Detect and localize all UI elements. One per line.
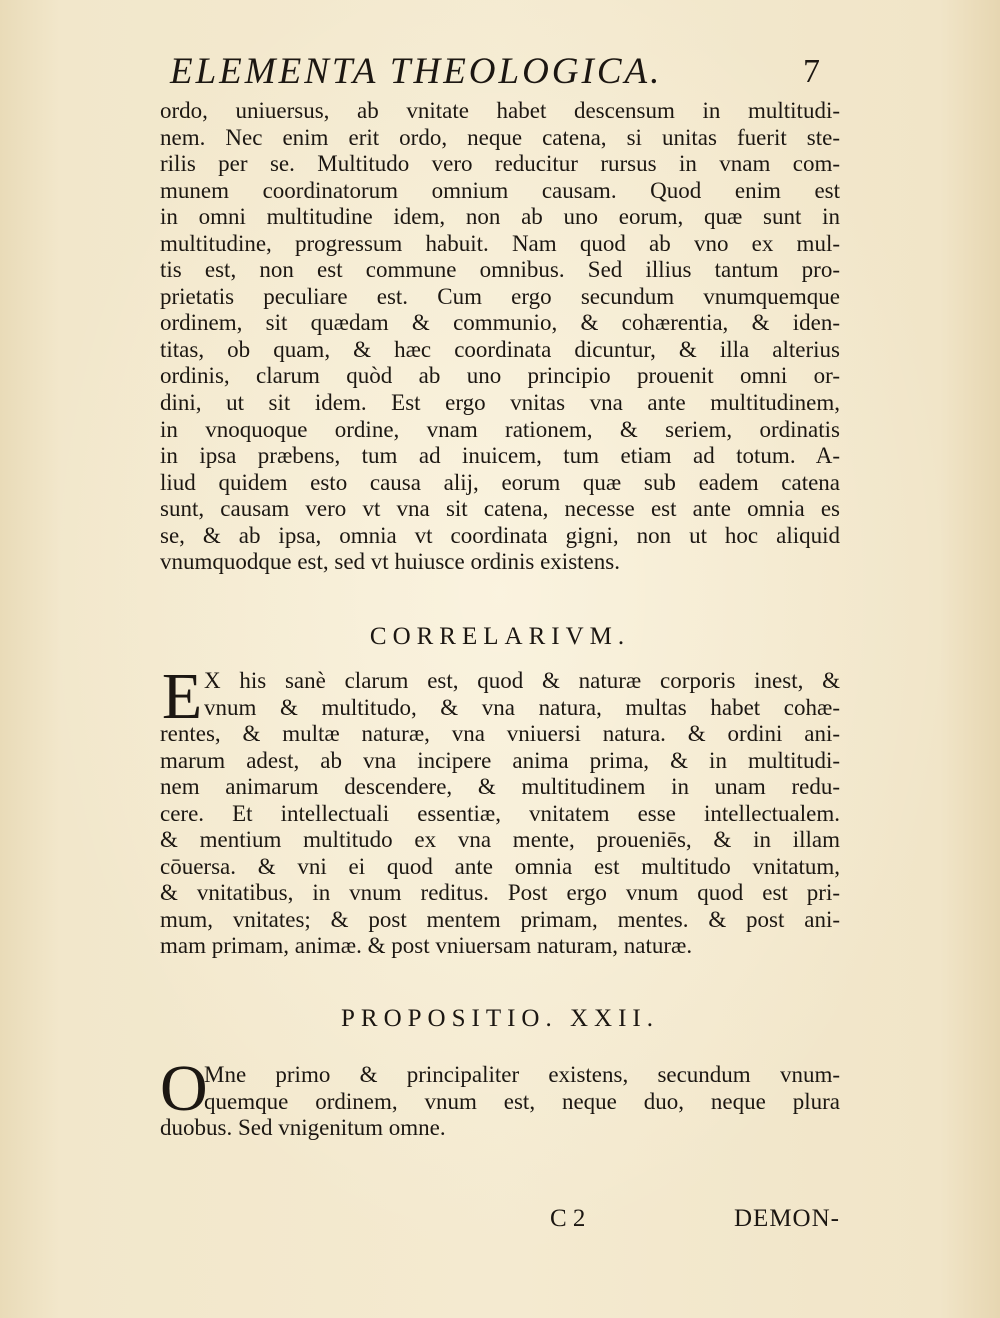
text-line: sunt, causam vero vt vna sit catena, necesse est ante omnia es bbox=[160, 496, 840, 522]
text-line: marum adest, ab vna incipere anima prima, & in multitudi- bbox=[160, 747, 840, 773]
text-line: ordo, uniuersus, ab vnitate habet descensum in multitudi- bbox=[160, 98, 840, 123]
text-line: liud quidem esto causa alij, eorum quæ sub eadem catena bbox=[160, 469, 840, 495]
text-line: cere. Et intellectuali essentiæ, vnitatem esse intellectualem. bbox=[160, 800, 840, 826]
text-line: munem coordinatorum omnium causam. Quod enim est bbox=[160, 177, 840, 203]
text-line: tis est, non est commune omnibus. Sed illius tantum pro- bbox=[160, 257, 840, 283]
text-line: mum, vnitates; & post mentem primam, mentes. & post ani- bbox=[160, 906, 840, 932]
text-line: & mentium multitudo ex vna mente, proueniēs, & in illam bbox=[160, 827, 840, 853]
text-line: vnum & multitudo, & vna natura, multas habet cohæ- bbox=[204, 694, 840, 720]
text-line: cōuersa. & vni ei quod ante omnia est multitudo vnitatum, bbox=[160, 853, 840, 879]
text-line: prietatis peculiare est. Cum ergo secundum vnumquemque bbox=[160, 283, 840, 309]
text-line: quemque ordinem, vnum est, neque duo, neque plura bbox=[204, 1088, 840, 1114]
proposition-xxii-heading: PROPOSITIO. XXII. bbox=[341, 1005, 659, 1032]
text-line: nem. Nec enim erit ordo, neque catena, si unitas fuerit ste- bbox=[160, 124, 840, 150]
text-line: dini, ut sit idem. Est ergo vnitas vna ante multitudinem, bbox=[160, 390, 840, 416]
page-number: 7 bbox=[803, 53, 820, 90]
text-line: in vnoquoque ordine, vnam rationem, & seriem, ordinatis bbox=[160, 416, 840, 442]
page-footer bbox=[160, 1202, 840, 1236]
text-line: X his sanè clarum est, quod & naturæ corporis inest, & bbox=[204, 668, 840, 693]
text-line: vnumquodque est, sed vt huiusce ordinis existens. bbox=[160, 549, 620, 575]
text-line: mam primam, animæ. & post vniuersam naturam, naturæ. bbox=[160, 933, 693, 959]
running-title: ELEMENTA THEOLOGICA. bbox=[170, 51, 663, 92]
corollary-heading: CORRELARIVM. bbox=[369, 623, 631, 650]
text-line: se, & ab ipsa, omnia vt coordinata gigni, non ut hoc aliquid bbox=[160, 522, 840, 548]
catchword: DEMON- bbox=[734, 1205, 840, 1232]
text-line: ordinem, sit quædam & communio, & cohærentia, & iden- bbox=[160, 310, 840, 336]
signature-mark: C 2 bbox=[550, 1205, 586, 1232]
corollary-drop-cap: E bbox=[161, 660, 203, 733]
text-line: multitudine, progressum habuit. Nam quod ab vno ex mul- bbox=[160, 230, 840, 256]
proposition-xxii-drop-cap: O bbox=[160, 1052, 208, 1125]
corollary-text bbox=[160, 668, 840, 960]
proposition-xxii-text bbox=[160, 1062, 840, 1142]
text-line: rilis per se. Multitudo vero reducitur rursus in vnam com- bbox=[160, 151, 840, 177]
proposition-text bbox=[160, 98, 840, 576]
text-line: & vnitatibus, in vnum reditus. Post ergo vnum quod est pri- bbox=[160, 880, 840, 906]
text-line: ordinis, clarum quòd ab uno principio prouenit omni or- bbox=[160, 363, 840, 389]
text-line: Mne primo & principaliter existens, secundum vnum- bbox=[204, 1062, 840, 1087]
text-line: in omni multitudine idem, non ab uno eorum, quæ sunt in bbox=[160, 204, 840, 230]
running-header bbox=[170, 42, 820, 102]
text-line: duobus. Sed vnigenitum omne. bbox=[160, 1115, 446, 1141]
text-line: nem animarum descendere, & multitudinem in unam redu- bbox=[160, 774, 840, 800]
text-line: titas, ob quam, & hæc coordinata dicuntur, & illa alterius bbox=[160, 336, 840, 362]
text-line: rentes, & multæ naturæ, vna vniuersi natura. & ordini ani- bbox=[160, 721, 840, 747]
text-line: in ipsa præbens, tum ad inuicem, tum etiam ad totum. A- bbox=[160, 443, 840, 469]
